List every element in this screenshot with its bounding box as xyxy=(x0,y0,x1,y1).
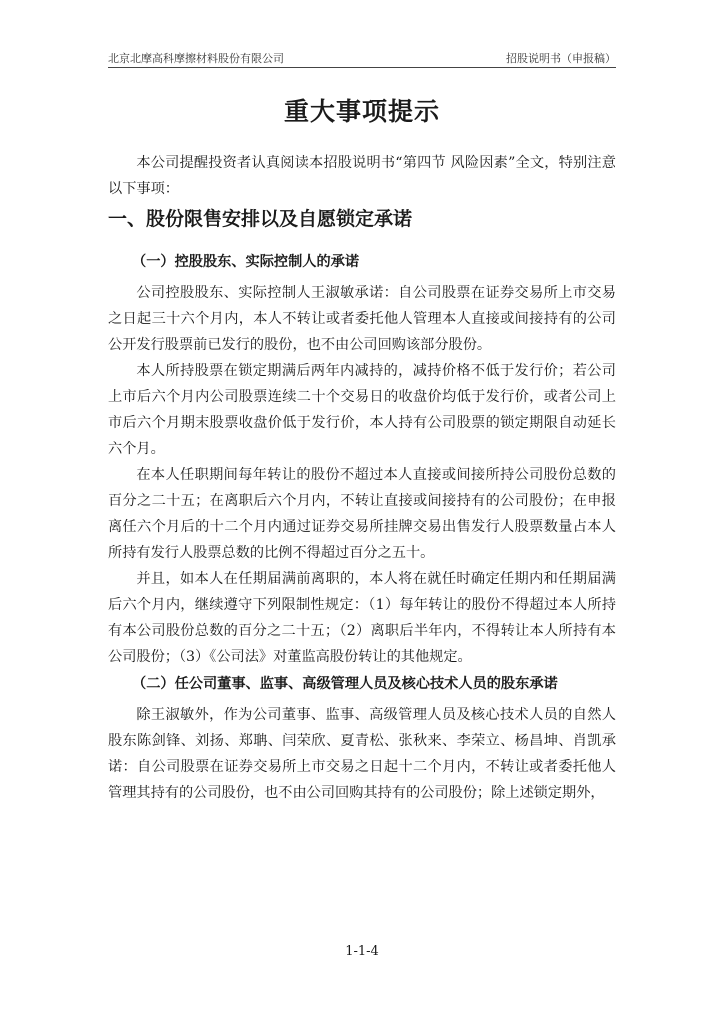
paragraph-3: 在本人任职期间每年转让的股份不超过本人直接或间接所持公司股份总数的百分之二十五；在离职后六个月内，不转让直接或间接持有的公司股份；在申报离任六个月后的十二个月内通过证券交易所挂牌交易出售发行人股票数量占本人所持有发行人股票总数的比例不得超过百分之五十。 xyxy=(108,467,616,561)
intro-paragraph: 本公司提醒投资者认真阅读本招股说明书“第四节 风险因素”全文，特别注意以下事项： xyxy=(108,155,616,197)
header-divider xyxy=(108,67,616,68)
paragraph-1: 公司控股股东、实际控制人王淑敏承诺：自公司股票在证券交易所上市交易之日起三十六个月内，本人不转让或者委托他人管理本人直接或间接持有的公司公开发行股票前已发行的股份，也不由公司回购该部分股份。 xyxy=(108,285,616,353)
paragraph-4: 并且，如本人在任期届满前离职的，本人将在就任时确定任期内和任期届满后六个月内，继续遵守下列限制性规定：（1）每年转让的股份不得超过本人所持有本公司股份总数的百分之二十五；（2）离职后半年内，不得转让本人所持有本公司股份；（3）《公司法》对董监高股份转让的其他规定。 xyxy=(108,571,616,665)
page-title: 重大事项提示 xyxy=(283,97,440,126)
section-heading: 一、股份限售安排以及自愿锁定承诺 xyxy=(108,208,413,230)
page-header xyxy=(108,48,616,66)
subsection-heading-2: （二）任公司董事、监事、高级管理人员及核心技术人员的股东承诺 xyxy=(132,676,558,692)
document-body xyxy=(108,150,616,806)
page-number: 1-1-4 xyxy=(345,944,379,959)
header-company: 北京北摩高科摩擦材料股份有限公司 xyxy=(108,52,284,65)
paragraph-5: 除王淑敏外，作为公司董事、监事、高级管理人员及核心技术人员的自然人股东陈剑锋、刘扬、郑聃、闫荣欣、夏青松、张秋来、李荣立、杨昌坤、肖凯承诺：自公司股票在证券交易所上市交易之日起十二个月内，不转让或者委托他人管理其持有的公司股份，也不由公司回购其持有的公司股份；除上述锁定期外， xyxy=(108,707,616,801)
subsection-heading-1: （一）控股股东、实际控制人的承诺 xyxy=(132,254,360,270)
paragraph-2: 本人所持股票在锁定期满后两年内减持的，减持价格不低于发行价；若公司上市后六个月内公司股票连续二十个交易日的收盘价均低于发行价，或者公司上市后六个月期末股票收盘价低于发行价，本人持有公司股票的锁定期限自动延长六个月。 xyxy=(108,363,616,457)
header-doc-type: 招股说明书（申报稿） xyxy=(506,52,616,65)
